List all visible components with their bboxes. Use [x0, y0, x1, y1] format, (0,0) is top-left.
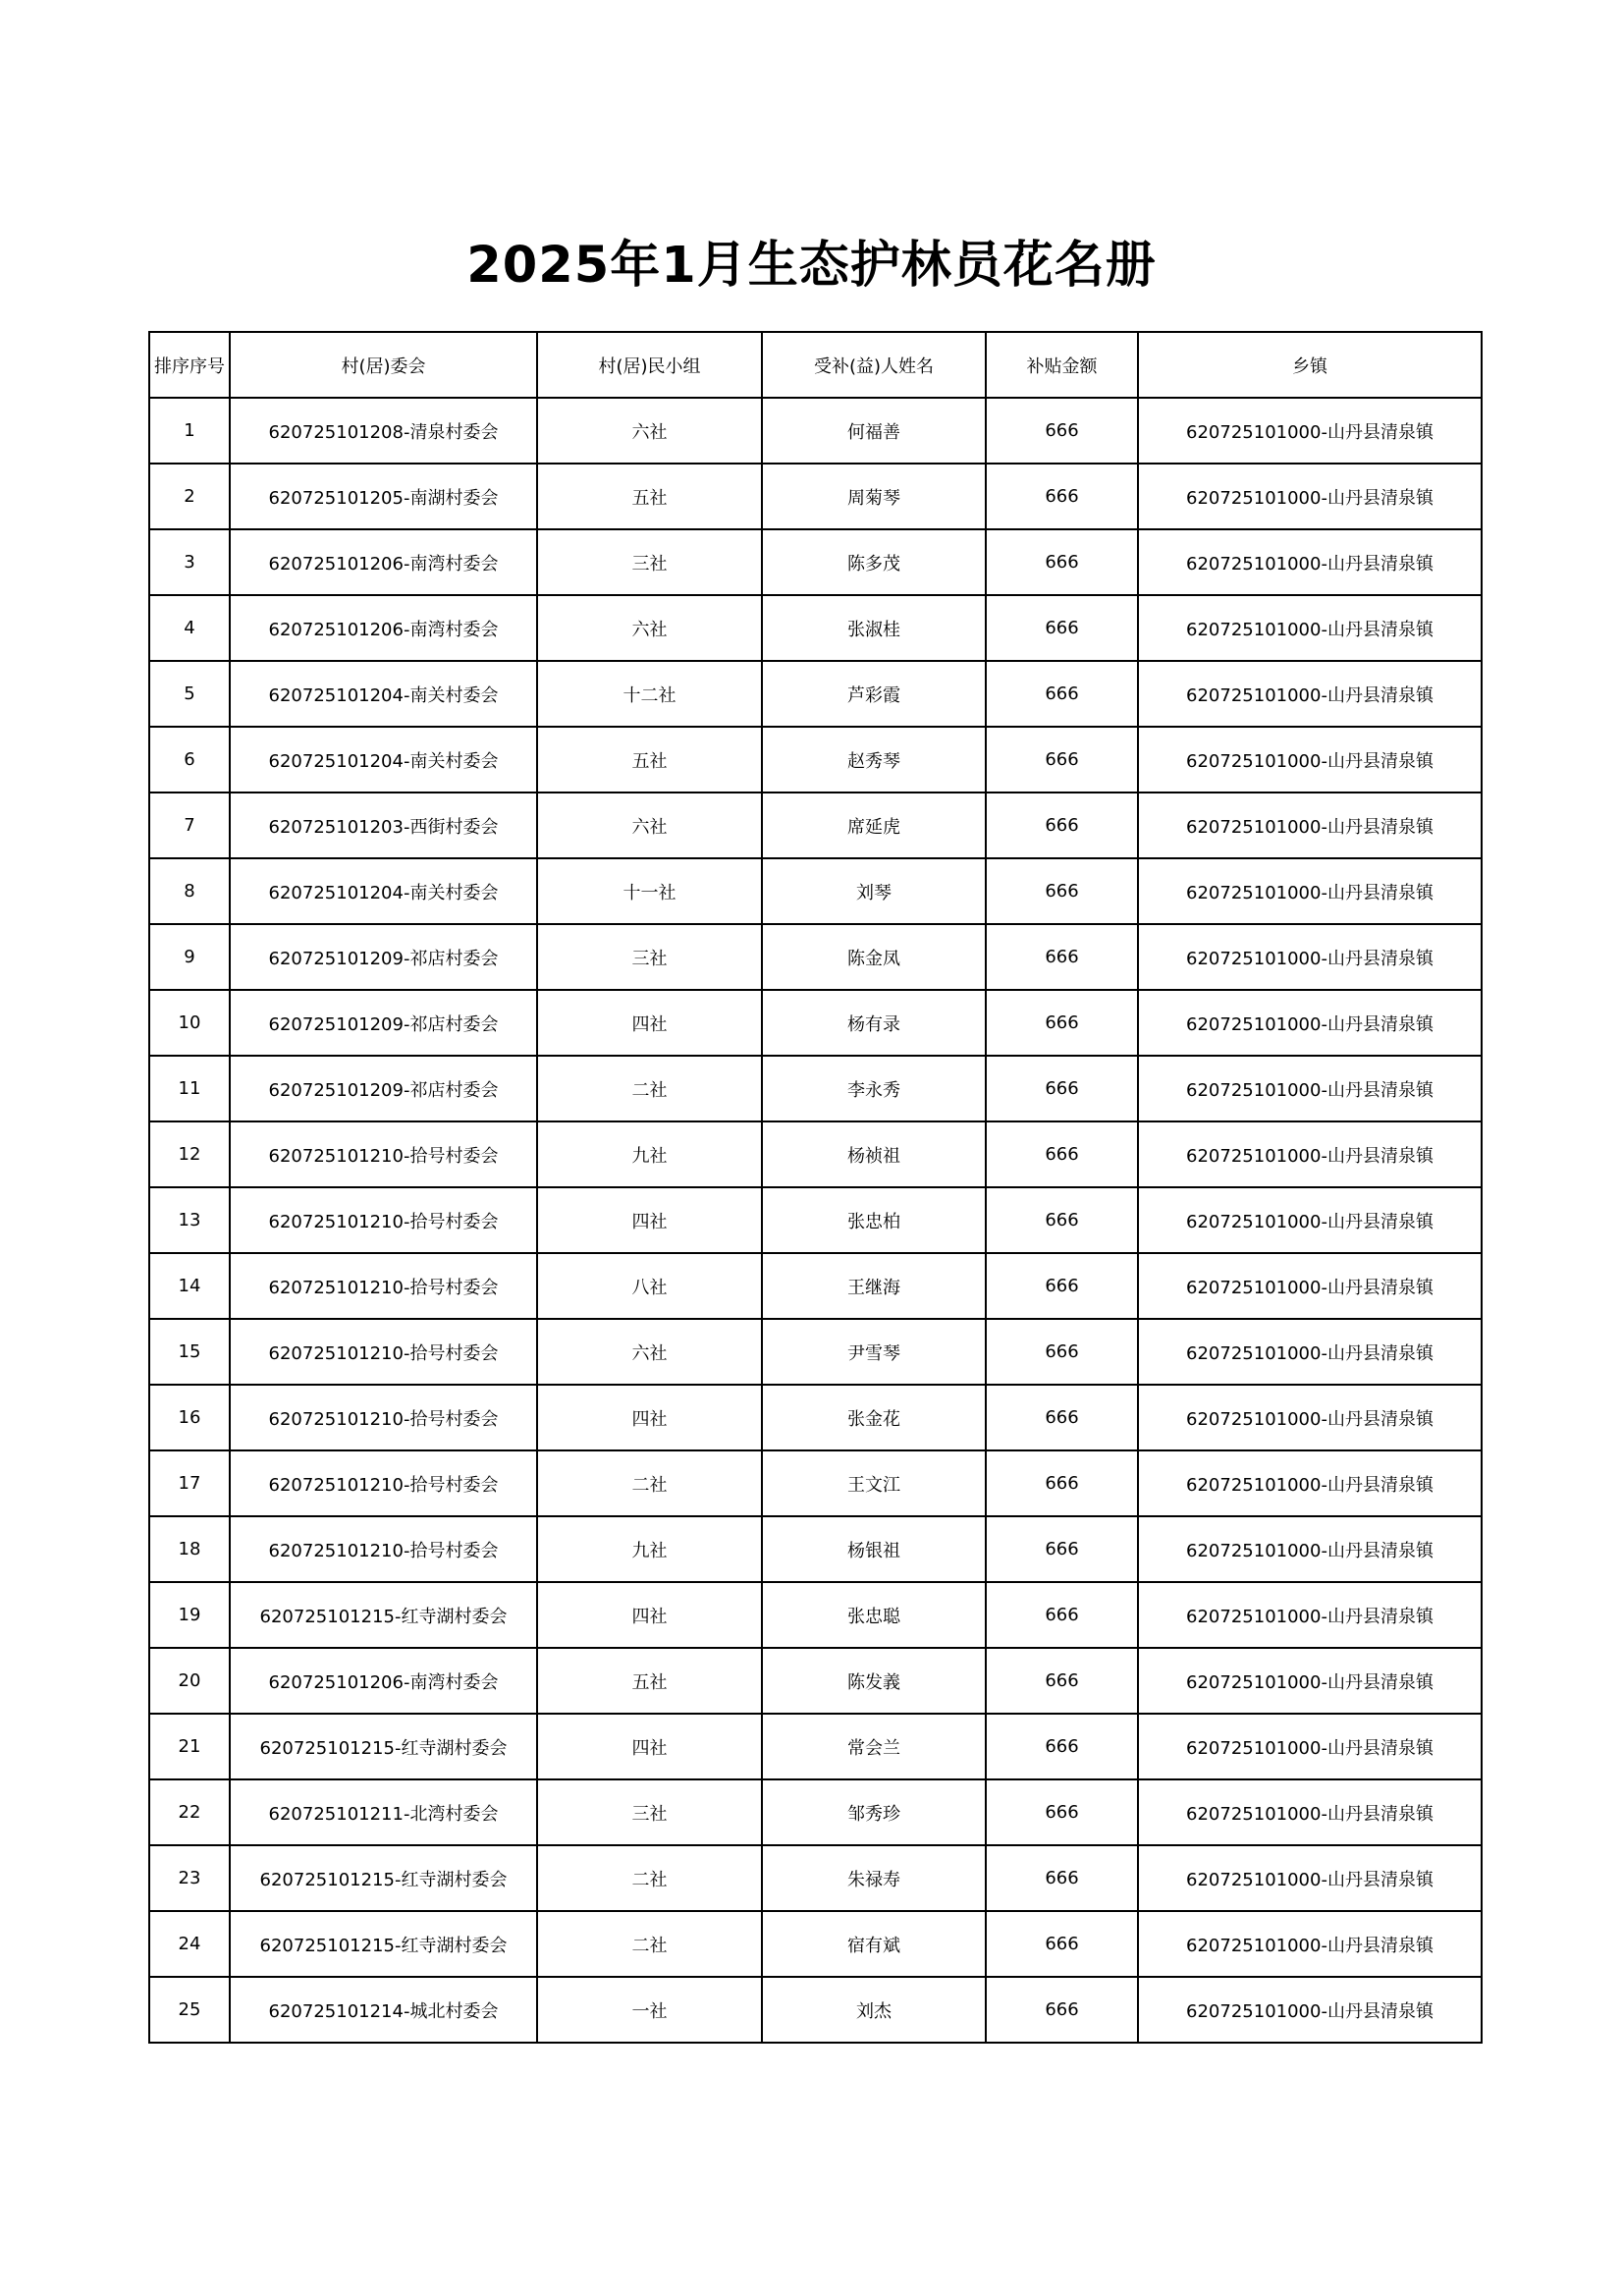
cell-seq-no: 1: [149, 398, 230, 464]
cell-villager-group: 五社: [537, 464, 762, 529]
cell-villager-group: 四社: [537, 990, 762, 1056]
cell-township: 620725101000-山丹县清泉镇: [1138, 1121, 1482, 1187]
cell-seq-no: 4: [149, 595, 230, 661]
cell-township: 620725101000-山丹县清泉镇: [1138, 1253, 1482, 1319]
cell-beneficiary-name: 邹秀珍: [762, 1779, 986, 1845]
cell-township: 620725101000-山丹县清泉镇: [1138, 464, 1482, 529]
cell-subsidy-amount: 666: [986, 1056, 1138, 1121]
cell-villager-group: 九社: [537, 1121, 762, 1187]
table-row: [149, 1516, 1482, 1582]
cell-township: 620725101000-山丹县清泉镇: [1138, 990, 1482, 1056]
cell-beneficiary-name: 刘琴: [762, 858, 986, 924]
cell-seq-no: 16: [149, 1385, 230, 1450]
table-row: [149, 1714, 1482, 1779]
table-row: [149, 1056, 1482, 1121]
cell-villager-group: 六社: [537, 793, 762, 858]
cell-villager-group: 三社: [537, 1779, 762, 1845]
cell-subsidy-amount: 666: [986, 1187, 1138, 1253]
table-row: [149, 1121, 1482, 1187]
cell-township: 620725101000-山丹县清泉镇: [1138, 1450, 1482, 1516]
cell-seq-no: 14: [149, 1253, 230, 1319]
cell-village-committee: 620725101210-拾号村委会: [230, 1450, 537, 1516]
cell-villager-group: 四社: [537, 1385, 762, 1450]
cell-seq-no: 10: [149, 990, 230, 1056]
cell-subsidy-amount: 666: [986, 464, 1138, 529]
cell-subsidy-amount: 666: [986, 1845, 1138, 1911]
cell-subsidy-amount: 666: [986, 1911, 1138, 1977]
table-row: [149, 924, 1482, 990]
cell-subsidy-amount: 666: [986, 793, 1138, 858]
table-row: [149, 1385, 1482, 1450]
table-row: [149, 990, 1482, 1056]
cell-seq-no: 7: [149, 793, 230, 858]
cell-villager-group: 四社: [537, 1714, 762, 1779]
cell-beneficiary-name: 陈金凤: [762, 924, 986, 990]
cell-township: 620725101000-山丹县清泉镇: [1138, 1648, 1482, 1714]
cell-township: 620725101000-山丹县清泉镇: [1138, 727, 1482, 793]
cell-village-committee: 620725101210-拾号村委会: [230, 1319, 537, 1385]
cell-township: 620725101000-山丹县清泉镇: [1138, 793, 1482, 858]
table-row: [149, 1253, 1482, 1319]
header-seq-no: 排序序号: [149, 332, 230, 398]
cell-seq-no: 15: [149, 1319, 230, 1385]
cell-subsidy-amount: 666: [986, 1977, 1138, 2043]
cell-township: 620725101000-山丹县清泉镇: [1138, 1779, 1482, 1845]
header-villager-group: 村(居)民小组: [537, 332, 762, 398]
table-row: [149, 727, 1482, 793]
cell-beneficiary-name: 芦彩霞: [762, 661, 986, 727]
cell-subsidy-amount: 666: [986, 529, 1138, 595]
page-title: 2025年1月生态护林员花名册: [466, 237, 1157, 295]
cell-seq-no: 17: [149, 1450, 230, 1516]
cell-township: 620725101000-山丹县清泉镇: [1138, 1516, 1482, 1582]
cell-seq-no: 11: [149, 1056, 230, 1121]
cell-beneficiary-name: 李永秀: [762, 1056, 986, 1121]
cell-village-committee: 620725101210-拾号村委会: [230, 1121, 537, 1187]
cell-villager-group: 十一社: [537, 858, 762, 924]
cell-seq-no: 25: [149, 1977, 230, 2043]
cell-beneficiary-name: 周菊琴: [762, 464, 986, 529]
table-row: [149, 793, 1482, 858]
cell-beneficiary-name: 张忠柏: [762, 1187, 986, 1253]
cell-beneficiary-name: 王继海: [762, 1253, 986, 1319]
cell-township: 620725101000-山丹县清泉镇: [1138, 1385, 1482, 1450]
cell-township: 620725101000-山丹县清泉镇: [1138, 858, 1482, 924]
table-row: [149, 595, 1482, 661]
table-row: [149, 1319, 1482, 1385]
cell-seq-no: 5: [149, 661, 230, 727]
cell-village-committee: 620725101209-祁店村委会: [230, 1056, 537, 1121]
cell-beneficiary-name: 尹雪琴: [762, 1319, 986, 1385]
cell-village-committee: 620725101214-城北村委会: [230, 1977, 537, 2043]
cell-seq-no: 2: [149, 464, 230, 529]
cell-village-committee: 620725101205-南湖村委会: [230, 464, 537, 529]
cell-village-committee: 620725101210-拾号村委会: [230, 1385, 537, 1450]
cell-seq-no: 13: [149, 1187, 230, 1253]
table-row: [149, 1187, 1482, 1253]
cell-villager-group: 二社: [537, 1450, 762, 1516]
cell-villager-group: 九社: [537, 1516, 762, 1582]
cell-villager-group: 三社: [537, 924, 762, 990]
cell-seq-no: 20: [149, 1648, 230, 1714]
cell-beneficiary-name: 张金花: [762, 1385, 986, 1450]
cell-seq-no: 23: [149, 1845, 230, 1911]
cell-seq-no: 12: [149, 1121, 230, 1187]
cell-township: 620725101000-山丹县清泉镇: [1138, 1056, 1482, 1121]
cell-beneficiary-name: 杨祯祖: [762, 1121, 986, 1187]
cell-village-committee: 620725101206-南湾村委会: [230, 1648, 537, 1714]
cell-village-committee: 620725101210-拾号村委会: [230, 1516, 537, 1582]
cell-subsidy-amount: 666: [986, 1714, 1138, 1779]
cell-village-committee: 620725101204-南关村委会: [230, 858, 537, 924]
cell-subsidy-amount: 666: [986, 990, 1138, 1056]
cell-township: 620725101000-山丹县清泉镇: [1138, 1187, 1482, 1253]
cell-subsidy-amount: 666: [986, 1648, 1138, 1714]
cell-villager-group: 六社: [537, 595, 762, 661]
table-body: [149, 398, 1482, 2043]
cell-township: 620725101000-山丹县清泉镇: [1138, 1911, 1482, 1977]
cell-village-committee: 620725101210-拾号村委会: [230, 1253, 537, 1319]
cell-beneficiary-name: 张淑桂: [762, 595, 986, 661]
table-row: [149, 529, 1482, 595]
cell-subsidy-amount: 666: [986, 1779, 1138, 1845]
cell-villager-group: 二社: [537, 1056, 762, 1121]
cell-subsidy-amount: 666: [986, 1121, 1138, 1187]
cell-subsidy-amount: 666: [986, 858, 1138, 924]
cell-subsidy-amount: 666: [986, 924, 1138, 990]
cell-villager-group: 五社: [537, 727, 762, 793]
table-header-row: [149, 332, 1482, 398]
cell-township: 620725101000-山丹县清泉镇: [1138, 529, 1482, 595]
cell-subsidy-amount: 666: [986, 1385, 1138, 1450]
cell-subsidy-amount: 666: [986, 1516, 1138, 1582]
cell-village-committee: 620725101206-南湾村委会: [230, 595, 537, 661]
cell-beneficiary-name: 张忠聪: [762, 1582, 986, 1648]
cell-seq-no: 18: [149, 1516, 230, 1582]
cell-subsidy-amount: 666: [986, 595, 1138, 661]
cell-township: 620725101000-山丹县清泉镇: [1138, 1845, 1482, 1911]
cell-villager-group: 十二社: [537, 661, 762, 727]
cell-villager-group: 五社: [537, 1648, 762, 1714]
cell-beneficiary-name: 宿有斌: [762, 1911, 986, 1977]
cell-villager-group: 八社: [537, 1253, 762, 1319]
table-row: [149, 661, 1482, 727]
cell-villager-group: 六社: [537, 1319, 762, 1385]
header-township: 乡镇: [1138, 332, 1482, 398]
cell-subsidy-amount: 666: [986, 1253, 1138, 1319]
cell-township: 620725101000-山丹县清泉镇: [1138, 661, 1482, 727]
table-row: [149, 1582, 1482, 1648]
cell-subsidy-amount: 666: [986, 727, 1138, 793]
cell-beneficiary-name: 陈发義: [762, 1648, 986, 1714]
table-row: [149, 464, 1482, 529]
cell-beneficiary-name: 王文江: [762, 1450, 986, 1516]
cell-subsidy-amount: 666: [986, 661, 1138, 727]
table-row: [149, 1977, 1482, 2043]
cell-township: 620725101000-山丹县清泉镇: [1138, 595, 1482, 661]
table-row: [149, 1911, 1482, 1977]
cell-village-committee: 620725101203-西街村委会: [230, 793, 537, 858]
cell-township: 620725101000-山丹县清泉镇: [1138, 1714, 1482, 1779]
cell-seq-no: 19: [149, 1582, 230, 1648]
header-beneficiary-name: 受补(益)人姓名: [762, 332, 986, 398]
cell-township: 620725101000-山丹县清泉镇: [1138, 398, 1482, 464]
cell-villager-group: 四社: [537, 1582, 762, 1648]
header-village-committee: 村(居)委会: [230, 332, 537, 398]
cell-beneficiary-name: 陈多茂: [762, 529, 986, 595]
cell-village-committee: 620725101204-南关村委会: [230, 727, 537, 793]
cell-subsidy-amount: 666: [986, 1319, 1138, 1385]
cell-seq-no: 6: [149, 727, 230, 793]
cell-beneficiary-name: 杨有录: [762, 990, 986, 1056]
cell-seq-no: 21: [149, 1714, 230, 1779]
cell-villager-group: 六社: [537, 398, 762, 464]
cell-township: 620725101000-山丹县清泉镇: [1138, 1582, 1482, 1648]
cell-villager-group: 二社: [537, 1911, 762, 1977]
cell-village-committee: 620725101211-北湾村委会: [230, 1779, 537, 1845]
cell-beneficiary-name: 赵秀琴: [762, 727, 986, 793]
cell-township: 620725101000-山丹县清泉镇: [1138, 1977, 1482, 2043]
cell-subsidy-amount: 666: [986, 1582, 1138, 1648]
cell-village-committee: 620725101215-红寺湖村委会: [230, 1845, 537, 1911]
cell-villager-group: 四社: [537, 1187, 762, 1253]
cell-village-committee: 620725101210-拾号村委会: [230, 1187, 537, 1253]
cell-beneficiary-name: 朱禄寿: [762, 1845, 986, 1911]
cell-village-committee: 620725101209-祁店村委会: [230, 924, 537, 990]
cell-beneficiary-name: 常会兰: [762, 1714, 986, 1779]
header-subsidy-amount: 补贴金额: [986, 332, 1138, 398]
cell-village-committee: 620725101215-红寺湖村委会: [230, 1582, 537, 1648]
cell-beneficiary-name: 何福善: [762, 398, 986, 464]
cell-village-committee: 620725101215-红寺湖村委会: [230, 1911, 537, 1977]
cell-seq-no: 24: [149, 1911, 230, 1977]
cell-seq-no: 9: [149, 924, 230, 990]
table-row: [149, 398, 1482, 464]
cell-beneficiary-name: 杨银祖: [762, 1516, 986, 1582]
cell-beneficiary-name: 刘杰: [762, 1977, 986, 2043]
table-row: [149, 1450, 1482, 1516]
cell-seq-no: 3: [149, 529, 230, 595]
cell-seq-no: 8: [149, 858, 230, 924]
cell-villager-group: 二社: [537, 1845, 762, 1911]
cell-villager-group: 一社: [537, 1977, 762, 2043]
cell-village-committee: 620725101209-祁店村委会: [230, 990, 537, 1056]
table-row: [149, 1779, 1482, 1845]
table-row: [149, 1845, 1482, 1911]
table-row: [149, 858, 1482, 924]
cell-subsidy-amount: 666: [986, 1450, 1138, 1516]
forest-ranger-roster-table: [148, 331, 1483, 2044]
cell-village-committee: 620725101204-南关村委会: [230, 661, 537, 727]
cell-township: 620725101000-山丹县清泉镇: [1138, 924, 1482, 990]
cell-village-committee: 620725101206-南湾村委会: [230, 529, 537, 595]
cell-township: 620725101000-山丹县清泉镇: [1138, 1319, 1482, 1385]
table-row: [149, 1648, 1482, 1714]
cell-village-committee: 620725101215-红寺湖村委会: [230, 1714, 537, 1779]
cell-subsidy-amount: 666: [986, 398, 1138, 464]
cell-seq-no: 22: [149, 1779, 230, 1845]
cell-village-committee: 620725101208-清泉村委会: [230, 398, 537, 464]
cell-beneficiary-name: 席延虎: [762, 793, 986, 858]
cell-villager-group: 三社: [537, 529, 762, 595]
